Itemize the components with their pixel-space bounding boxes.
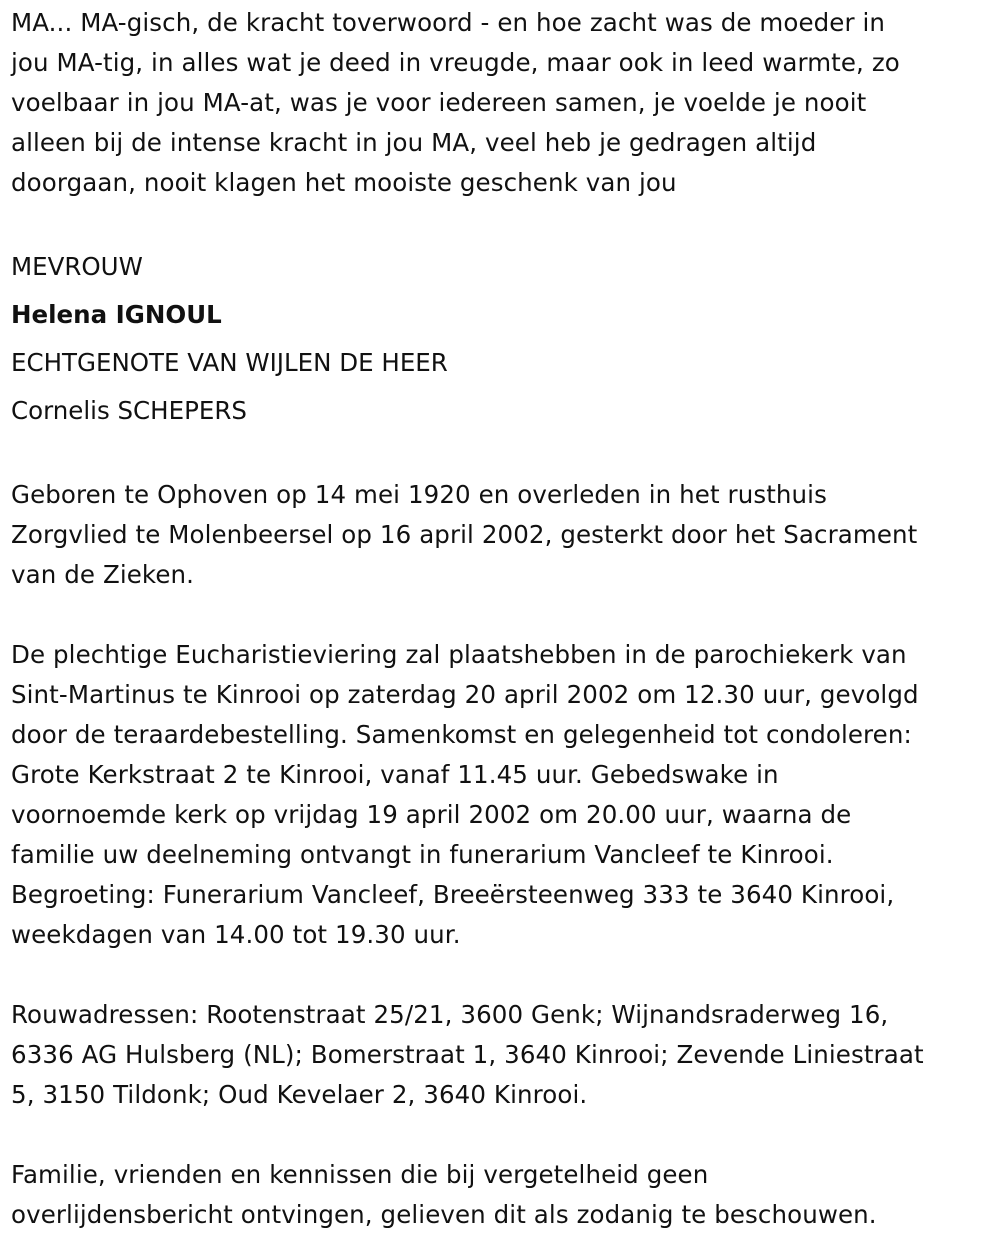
spacer xyxy=(11,595,995,635)
person-title: MEVROUW xyxy=(11,252,143,281)
spacer xyxy=(11,1115,995,1155)
ceremony-paragraph: De plechtige Eucharistieviering zal plaatshebben in de parochiekerk van Sint-Martinus te Kinrooi op zaterdag 20 april 2002 om 12.30 uur, gevolgd door de teraardebestelling. Samenkomst en gelegenheid tot condoleren: Grote Kerkstraat 2 te Kinrooi, vanaf 11.45 uur. Gebedswake in voornoemde kerk op vrijdag 19 april 2002 om 20.00 uur, waarna de familie uw deelneming ontvangt in funerarium Vancleef te Kinrooi. Begroeting: Funerarium Vancleef, Breeërsteenweg 333 te 3640 Kinrooi, weekdagen van 14.00 tot 19.30 uur. xyxy=(11,640,919,949)
person-relation: ECHTGENOTE VAN WIJLEN DE HEER xyxy=(11,348,448,377)
person-name: Helena IGNOUL xyxy=(11,300,222,329)
intro-poem: MA... MA-gisch, de kracht toverwoord - en hoe zacht was de moeder in jou MA-tig, in alles wat je deed in vreugde, maar ook in leed warmte, zo voelbaar in jou MA-at, was je voor iedereen samen, je voelde je nooit alleen bij de intense kracht in jou MA, veel heb je gedragen altijd doorgaan, nooit klagen het mooiste geschenk van jou xyxy=(11,8,900,197)
spouse-name: Cornelis SCHEPERS xyxy=(11,396,247,425)
birth-death-paragraph: Geboren te Ophoven op 14 mei 1920 en overleden in het rusthuis Zorgvlied te Molenbeersel op 16 april 2002, gesterkt door het Sacrament van de Zieken. xyxy=(11,480,918,589)
spacer xyxy=(11,203,995,243)
addresses-paragraph: Rouwadressen: Rootenstraat 25/21, 3600 Genk; Wijnandsraderweg 16, 6336 AG Hulsberg (NL); Bomerstraat 1, 3640 Kinrooi; Zevende Liniestraat 5, 3150 Tildonk; Oud Kevelaer 2, 3640 Kinrooi. xyxy=(11,1000,924,1109)
closing-paragraph: Familie, vrienden en kennissen die bij vergetelheid geen overlijdensbericht ontvingen, gelieven dit als zodanig te beschouwen. xyxy=(11,1160,877,1229)
spacer xyxy=(11,435,995,475)
spacer xyxy=(11,955,995,995)
obituary-document xyxy=(11,3,995,1235)
